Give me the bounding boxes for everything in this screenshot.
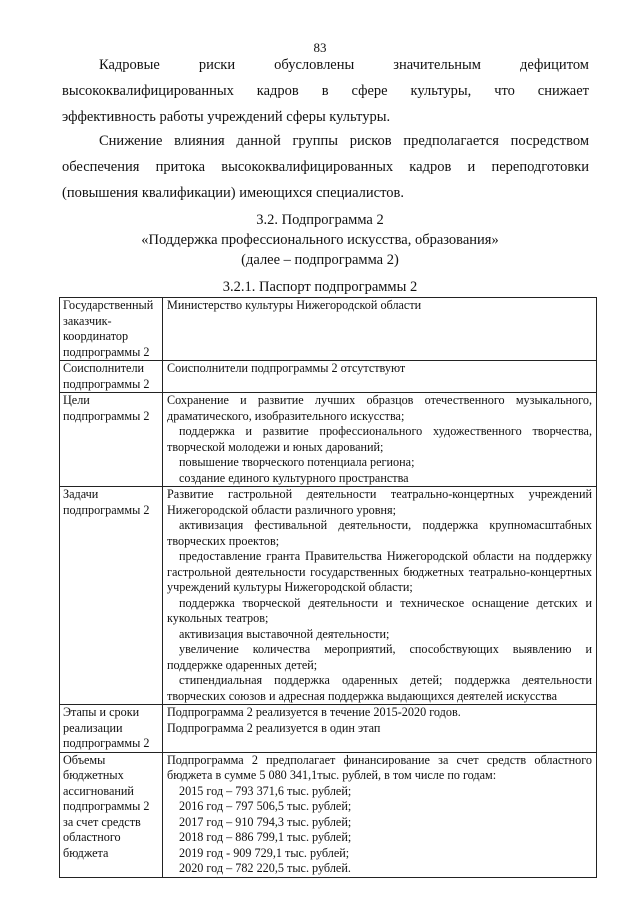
row-item: 2016 год – 797 506,5 тыс. рублей; xyxy=(179,799,352,813)
paragraph-line: высококвалифицированных кадров в сфере культуры, что снижает xyxy=(62,83,589,99)
page-number: 83 xyxy=(313,40,327,55)
row-item: Подпрограмма 2 реализуется в течение 2015-2020 годов. xyxy=(167,705,461,719)
row-item: Подпрограмма 2 предполагает финансирование за счет средств областного бюджета в сумме 5 080 341,1тыс. рублей, в том числе по годам: xyxy=(167,752,592,782)
row-item: Соисполнители подпрограммы 2 отсутствуют xyxy=(167,361,406,375)
row-item: увеличение количества мероприятий, способствующих выявлению и поддержке одаренных детей; xyxy=(167,642,592,672)
table-row xyxy=(60,393,597,487)
subprogram-name: «Поддержка профессионального искусства, образования» xyxy=(141,232,499,248)
paragraph-personnel-risks xyxy=(62,52,589,130)
table-row xyxy=(60,705,597,753)
row-item: повышение творческого потенциала региона; xyxy=(179,455,415,469)
row-content xyxy=(163,752,597,877)
table-row xyxy=(60,298,597,361)
row-label: Цели подпрограммы 2 xyxy=(60,393,163,487)
row-item: предоставление гранта Правительства Нижегородской области на поддержку гастрольной деятельности государственных бюджетных театрально-концертных учреждений культуры Нижегородской области; xyxy=(167,549,592,594)
passport-title: 3.2.1. Паспорт подпрограммы 2 xyxy=(222,279,418,295)
section-heading: 3.2. Подпрограмма 2 xyxy=(256,212,384,228)
row-content xyxy=(163,361,597,393)
row-item: активизация фестивальной деятельности, поддержка крупномасштабных творческих проектов; xyxy=(167,518,592,548)
table-row xyxy=(60,361,597,393)
row-item: 2019 год - 909 729,1 тыс. рублей; xyxy=(179,845,350,860)
row-item: Сохранение и развитие лучших образцов отечественного музыкального, драматического, изобразительного искусства; xyxy=(167,393,592,423)
table-row xyxy=(60,752,597,877)
row-label: Объемы бюджетных ассигнований подпрограммы 2 за счет средств областного бюджета xyxy=(60,752,163,877)
row-item: Министерство культуры Нижегородской области xyxy=(167,298,422,312)
row-content xyxy=(163,705,597,753)
paragraph-risk-mitigation xyxy=(62,128,589,206)
row-item: стипендиальная поддержка одаренных детей; поддержка деятельности творческих союзов и адресная поддержка выдающихся деятелей искусства xyxy=(167,673,592,703)
row-item: Подпрограмма 2 реализуется в один этап xyxy=(167,720,381,735)
paragraph-line: обеспечения притока высококвалифицированных кадров и переподготовки xyxy=(62,159,589,175)
row-content xyxy=(163,298,597,361)
row-item: поддержка творческой деятельности и техническое оснащение детских и кукольных театров; xyxy=(167,595,592,625)
paragraph-line: Кадровые риски обусловлены значительным дефицитом xyxy=(99,57,589,73)
row-label: Задачи подпрограммы 2 xyxy=(60,487,163,705)
row-label: Этапы и сроки реализации подпрограммы 2 xyxy=(60,705,163,753)
row-item: 2018 год – 886 799,1 тыс. рублей; xyxy=(179,830,352,844)
row-content xyxy=(163,393,597,487)
row-item: создание единого культурного пространства xyxy=(179,470,409,485)
row-label: Соисполнители подпрограммы 2 xyxy=(60,361,163,393)
row-item: поддержка и развитие профессионального художественного творчества, творческой молодежи и юных дарований; xyxy=(167,424,592,454)
paragraph-line: эффективность работы учреждений сферы культуры. xyxy=(62,109,391,125)
row-item: Развитие гастрольной деятельности театрально-концертных учреждений Нижегородской области различного уровня; xyxy=(167,487,592,517)
paragraph-line: (повышения квалификации) имеющихся специалистов. xyxy=(62,185,404,201)
row-item: 2020 год – 782 220,5 тыс. рублей. xyxy=(179,861,351,875)
row-item: 2017 год – 910 794,3 тыс. рублей; xyxy=(179,814,352,829)
row-content xyxy=(163,487,597,705)
passport-table xyxy=(59,297,597,878)
table-row xyxy=(60,487,597,705)
row-item: 2015 год – 793 371,6 тыс. рублей; xyxy=(179,783,352,798)
row-item: активизация выставочной деятельности; xyxy=(179,626,390,641)
paragraph-line: Снижение влияния данной группы рисков предполагается посредством xyxy=(99,133,589,149)
subprogram-note: (далее – подпрограмма 2) xyxy=(241,252,399,268)
row-label: Государственный заказчик-координатор подпрограммы 2 xyxy=(60,298,163,361)
